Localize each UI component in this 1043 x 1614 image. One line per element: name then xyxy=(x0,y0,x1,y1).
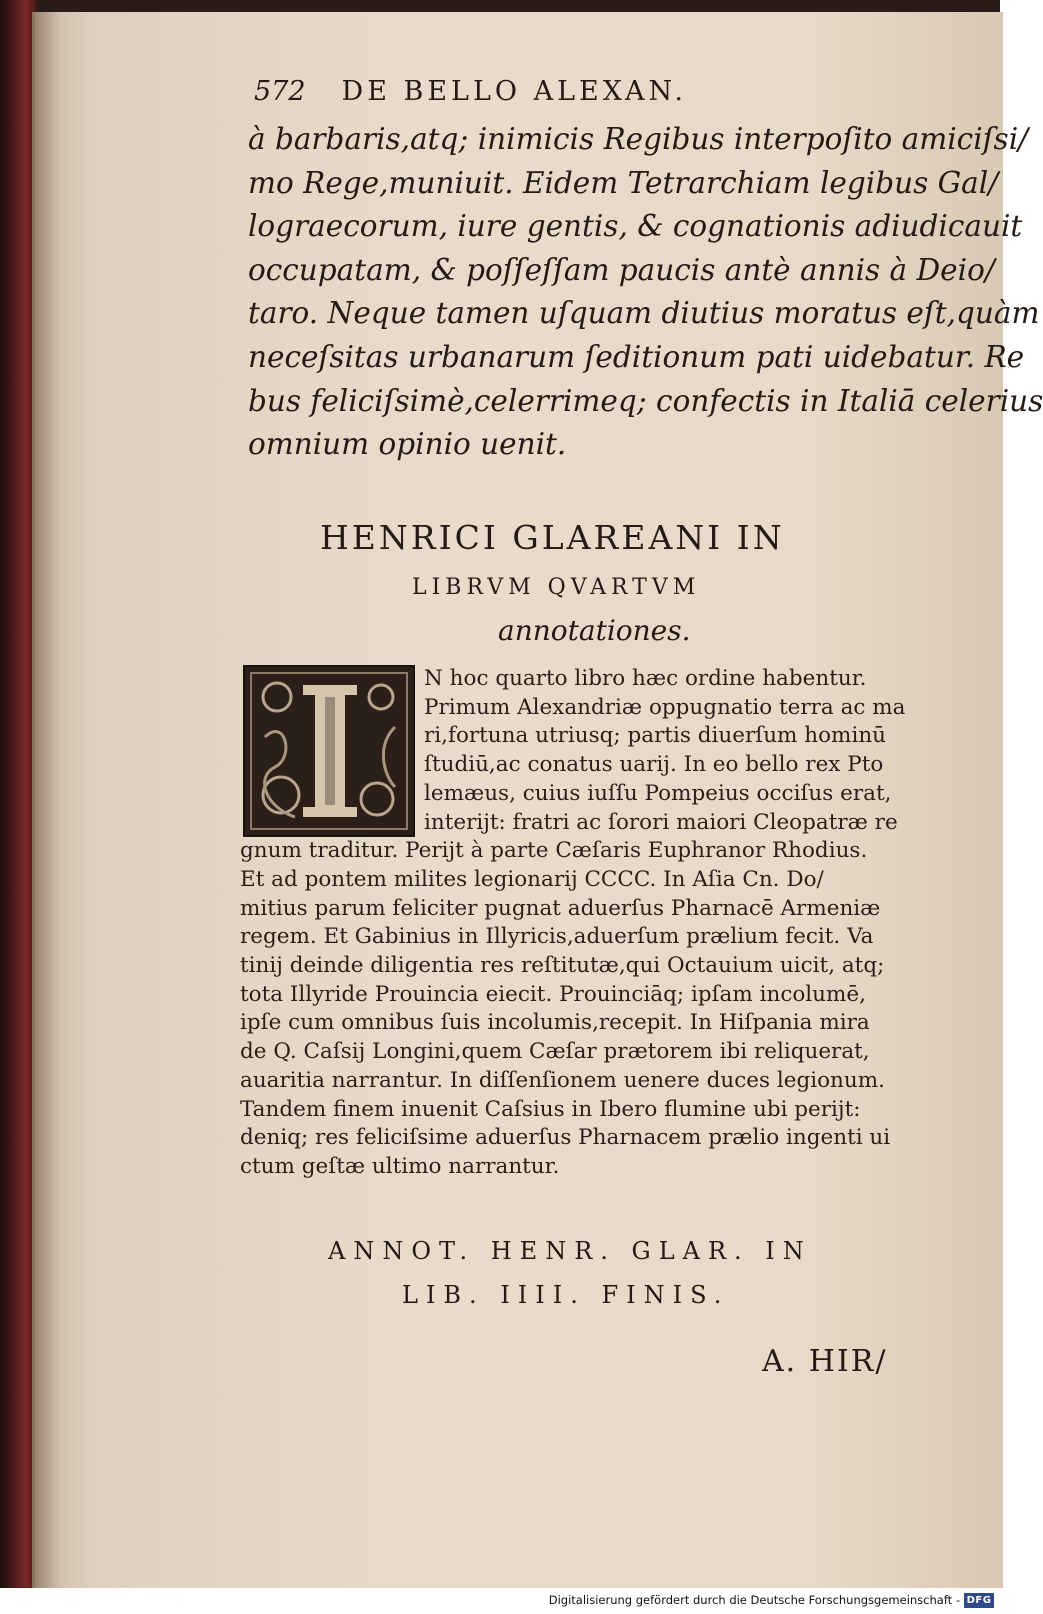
text-line: Primum Alexandriæ oppugnatio terra ac ma xyxy=(424,694,906,720)
text-line: ipſe cum omnibus ſuis incolumis,recepit. In Hiſpania mira xyxy=(240,1010,870,1036)
text-line: deniq; res feliciſsime aduerſus Pharnacem prælio ingenti ui xyxy=(240,1125,891,1151)
footer-bar xyxy=(0,1588,1000,1614)
text-line: neceſsitas urbanarum ſeditionum pati uidebatur. Re xyxy=(248,339,1025,374)
text-line: Tandem finem inuenit Caſsius in Ibero flumine ubi perijt: xyxy=(240,1096,861,1122)
page-number: 572 xyxy=(254,76,306,107)
running-head xyxy=(254,76,814,107)
text-line: de Q. Caſsij Longini,quem Cæſar prætorem ibi reliquerat, xyxy=(240,1039,870,1065)
text-line: tinij deinde diligentia res reſtitutæ,qui Octauium uicit, atq; xyxy=(240,953,885,979)
italic-body-text xyxy=(248,118,1043,467)
text-line: regem. Et Gabinius in Illyricis,aduerſum prælium fecit. Va xyxy=(240,924,874,950)
text-line: ctum geſtæ ultimo narrantur. xyxy=(240,1153,560,1179)
text-line: mo Rege,muniuit. Eidem Tetrarchiam legibus Gal/ xyxy=(248,165,999,200)
text-line: gnum traditur. Perijt à parte Cæſaris Euphranor Rhodius. xyxy=(240,838,868,864)
text-line: à barbaris,atq; inimicis Regibus interpoſito amiciſsi/ xyxy=(248,122,1029,156)
text-line: mitius parum feliciter pugnat aduerſus Pharnacē Armeniæ xyxy=(240,895,881,921)
text-line: Et ad pontem milites legionarij CCCC. In Aſia Cn. Do/ xyxy=(240,866,824,892)
colophon-line-1: ANNOT. HENR. GLAR. IN xyxy=(328,1237,812,1265)
text-line: auaritia narrantur. In diſſenſionem uenere duces legionum. xyxy=(240,1067,885,1093)
text-line: ri,fortuna utriusq; partis diuerſum hominū xyxy=(424,723,887,749)
text-line: lemæus, cuius iuſſu Pompeius occiſus erat, xyxy=(424,780,892,806)
section-subheading: LIBRVM QVARTVM xyxy=(412,575,701,600)
text-line: bus feliciſsimè,celerrimeq; confectis in Italiā celerius xyxy=(248,383,1043,418)
text-line: occupatam, & poſſeſſam paucis antè annis à Deio/ xyxy=(248,252,995,287)
text-line: omnium opinio uenit. xyxy=(248,427,567,462)
gutter-shadow xyxy=(32,12,60,1588)
colophon-line-2: LIB. IIII. FINIS. xyxy=(402,1281,730,1309)
annotation-body-text xyxy=(240,665,920,1182)
running-title: DE BELLO ALEXAN. xyxy=(341,76,687,107)
section-heading-italic: annotationes. xyxy=(498,614,691,647)
text-line: ſtudiū,ac conatus uarij. In eo bello rex Pto xyxy=(424,752,884,778)
text-line: lograecorum, iure gentis, & cognationis adiudicauit xyxy=(248,209,1023,244)
funding-credit: Digitalisierung gefördert durch die Deutsche Forschungsgemeinschaft - xyxy=(548,1593,960,1607)
section-heading: HENRICI GLAREANI IN xyxy=(320,518,785,557)
text-line: tota Illyride Prouincia eiecit. Prouinciāq; ipſam incolumē, xyxy=(240,981,866,1007)
dfg-logo-icon: DFG xyxy=(964,1593,994,1608)
text-line: taro. Neque tamen uſquam diutius moratus eſt,quàm xyxy=(248,296,1040,331)
catchword: A. HIR/ xyxy=(762,1344,888,1379)
text-line: interijt: fratri ac ſorori maiori Cleopatræ re xyxy=(424,809,898,835)
text-line: N hoc quarto libro hæc ordine habentur. xyxy=(424,666,867,691)
